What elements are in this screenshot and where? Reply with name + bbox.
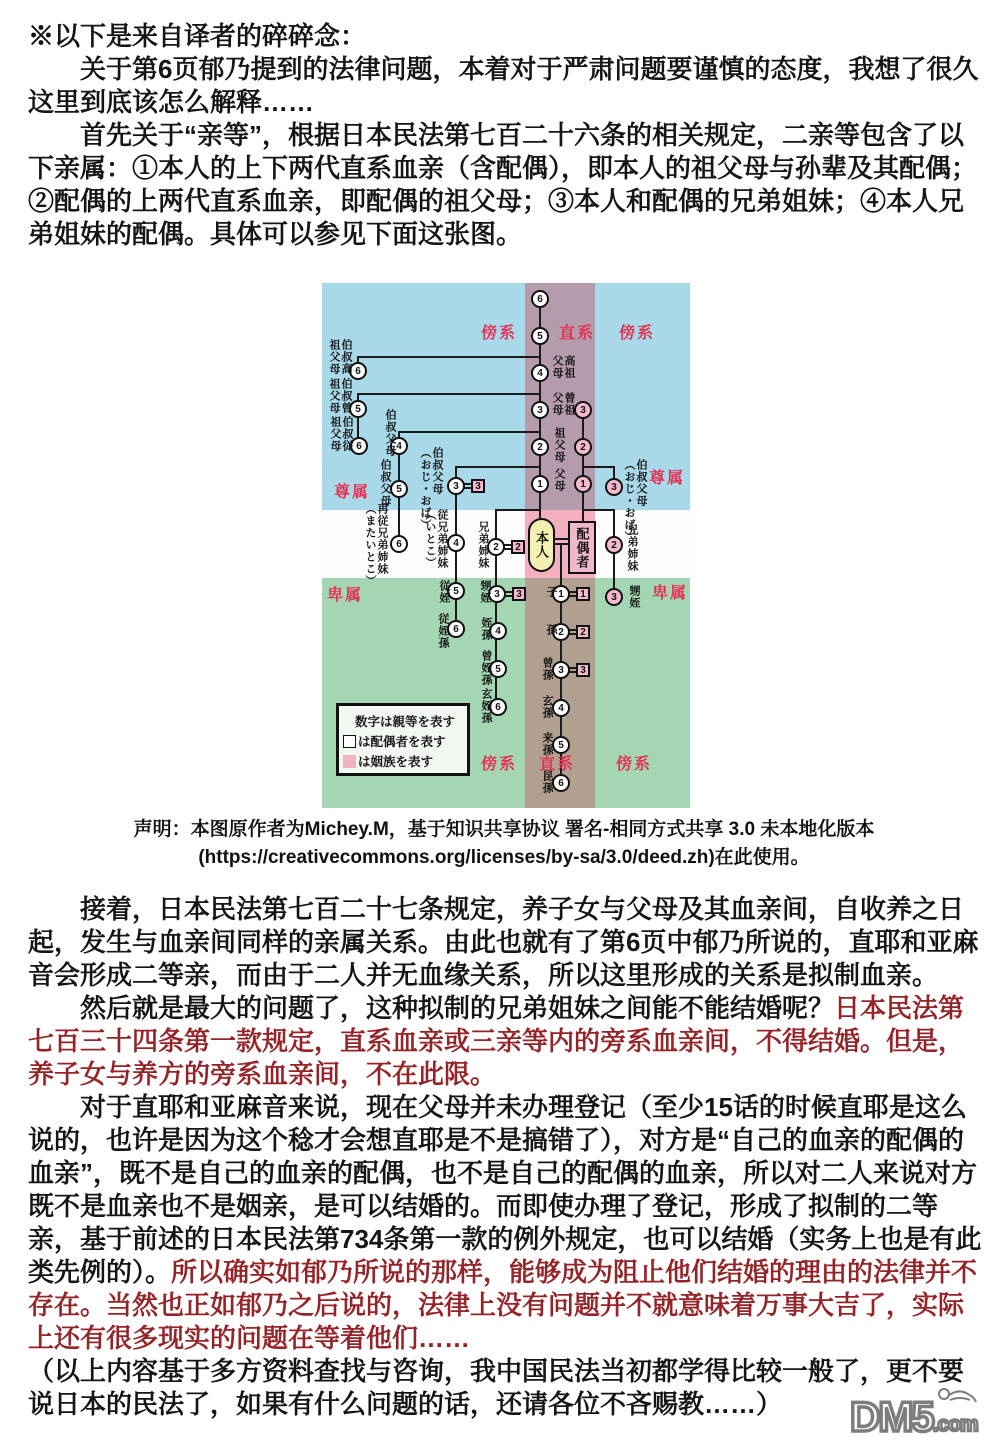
relationship-label-column: 父母 — [551, 355, 563, 379]
legend-row-inlaw — [343, 751, 463, 771]
relationship-label-lc1c — [329, 416, 353, 452]
degree-node-c4c: 4 — [489, 622, 507, 640]
relationship-label-lc4c — [480, 617, 492, 641]
relationship-label-column: 高祖 — [563, 355, 575, 379]
body-text: 首先关于“亲等”，根据日本民法第七百二十六条的相关规定，二亲等包含了以下亲属：①本人的上下两代直系血亲（含配偶），即本人的祖父母与孙辈及其配偶；②配偶的上两代直系血亲，即配偶的祖父母；③本人和配偶的兄弟姐妹；④本人兄弟姐妹的配偶。具体可以参见下面这张图。 — [28, 120, 978, 249]
degree-node-d3: 3 — [552, 661, 570, 679]
degree-node-t1: 1 — [531, 475, 549, 493]
zone-label-z-chokkei-bottom: 直系 — [539, 756, 576, 773]
degree-node-s1: 1 — [574, 475, 592, 493]
zone-label-z-sonzoku-r: 尊属 — [649, 470, 686, 487]
kinship-degree-diagram — [322, 283, 690, 808]
relationship-label-column: 祖父母 — [328, 339, 340, 375]
connector-line — [553, 538, 569, 540]
relationship-label-lt3 — [551, 392, 575, 416]
relationship-label-lc4a — [477, 521, 489, 569]
degree-node-c2c: 6 — [390, 535, 408, 553]
relationship-label-column: 父母 — [551, 392, 563, 416]
attribution-line-2: (https://creativecommons.org/licenses/by-sa/3.0/deed.zh)在此使用。 — [198, 847, 810, 868]
attribution-line-1: 声明：本图原作者为Michey.M，基于知识共享协议 署名-相同方式共享 3.0 未本地化版本 — [133, 819, 875, 840]
relationship-label-lc2a — [384, 409, 396, 457]
relationship-label-lc1b — [328, 378, 352, 414]
self-label: 本人 — [534, 531, 549, 559]
relationship-label-column: 伯叔父母 — [431, 447, 443, 495]
degree-node-d6: 6 — [552, 774, 570, 792]
body-text: 对于直耶和亚麻音来说，现在父母并未办理登记（至少15话的时候直耶是这么说的，也许是因为这个稔才会想直耶是不是搞错了），对方是“自己的血亲的配偶的血亲”，既不是自己的血亲的配偶，也不是自己的配偶的血亲，所以对二人来说对方既不是血亲也不是姻亲，是可以结婚的。而即使办理了登记，形成了拟制的二等亲，基于前述的日本民法第734条第一款的例外规定，也可以结婚（实务上也是有此类先例的）。 — [28, 1092, 982, 1287]
connector-line — [553, 543, 569, 545]
zone-label-z-bokei-bl: 傍系 — [481, 756, 518, 773]
legend-row-spouse — [343, 731, 463, 751]
zone-label-z-bokei-br: 傍系 — [616, 756, 653, 773]
degree-node-c4b: 3 — [488, 585, 506, 603]
degree-node-r3b: 3 — [605, 588, 623, 606]
degree-node-t4: 4 — [531, 364, 549, 382]
relationship-label-column: （おじ・おば） — [419, 447, 431, 531]
relationship-label-column: 従姪孫 — [437, 613, 449, 649]
zone-label-z-sonzoku-l: 尊属 — [334, 484, 371, 501]
spouse-label: 配偶者 — [574, 526, 590, 569]
relationship-label-column: 昆孫 — [541, 770, 553, 794]
connector-line — [358, 356, 540, 358]
license-attribution — [0, 816, 1008, 872]
relationship-label-column: 伯叔従 — [341, 416, 353, 452]
degree-node-c1b: 5 — [349, 400, 367, 418]
relationship-label-lc2c — [364, 503, 388, 587]
degree-node-s2: 2 — [574, 438, 592, 456]
relationship-label-column: 祖父母 — [329, 416, 341, 452]
relationship-label-column: （おじ・おば） — [623, 459, 635, 543]
relationship-label-column: 祖父母 — [553, 427, 565, 463]
relationship-label-column: 曾祖 — [563, 392, 575, 416]
degree-node-c2a: 4 — [390, 437, 408, 455]
relationship-label-lc4e — [480, 688, 492, 724]
connector-line — [582, 402, 584, 522]
degree-node-d5: 5 — [552, 736, 570, 754]
degree-node-c3c: 5 — [447, 582, 465, 600]
degree-node-c4d: 5 — [489, 660, 507, 678]
relationship-label-column: 伯叔高 — [340, 339, 352, 375]
degree-node-qd3: 3 — [576, 663, 590, 677]
paragraph — [28, 119, 986, 251]
relationship-label-column: 祖父母 — [328, 378, 340, 414]
degree-node-r2: 2 — [605, 536, 623, 554]
degree-node-t2: 2 — [531, 438, 549, 456]
zone-label-z-chokkei-top: 直系 — [559, 325, 596, 342]
body-text: ※以下是来自译者的碎碎念： — [28, 21, 367, 51]
relationship-label-column: 兄弟姉妹 — [626, 524, 638, 572]
relationship-label-lc3c — [438, 580, 450, 604]
degree-node-r3: 3 — [605, 478, 623, 496]
relationship-label-lt2 — [553, 427, 565, 463]
paragraph — [28, 1091, 986, 1355]
degree-node-qd2: 2 — [576, 625, 590, 639]
degree-node-d1: 1 — [552, 585, 570, 603]
relationship-label-lc2b — [379, 459, 391, 507]
relationship-label-column: 玄姪孫 — [480, 688, 492, 724]
relationship-label-lr2 — [626, 524, 638, 572]
paragraph — [28, 893, 986, 992]
relationship-label-lc4d — [480, 650, 492, 686]
degree-node-d2: 2 — [552, 623, 570, 641]
spouse-node — [568, 521, 596, 574]
relationship-label-column: 姪孫 — [480, 617, 492, 641]
relationship-label-column: 甥姪 — [479, 580, 491, 604]
emphasis-red-text: 所以确实如郁乃所说的那样，能够成为阻止他们结婚的理由的法律并不存在。当然也正如郁乃之后说的，法律上没有问题并不就意味着万事大吉了，实际上还有很多现实的问题在等着他们…… — [28, 1257, 978, 1353]
relationship-label-column: 玄孫 — [541, 695, 553, 719]
relationship-label-ld1 — [545, 586, 557, 598]
connector-line — [398, 431, 540, 433]
degree-node-qd1: 1 — [576, 587, 590, 601]
paragraph — [28, 992, 986, 1091]
relationship-label-column: 伯叔父母 — [384, 409, 396, 457]
relationship-label-lc3b — [424, 509, 448, 569]
relationship-label-column: 子 — [545, 586, 557, 598]
relationship-label-column: （いとこ） — [424, 509, 436, 569]
translator-note-top — [28, 20, 986, 251]
emphasis-red-text: 日本民法第七百三十四条第一款规定，直系血亲或三亲等内的旁系血亲间，不得结婚。但是，养子女与养方的旁系血亲间，不在此限。 — [28, 993, 965, 1089]
legend-text-inlaw: は姻族を表す — [358, 755, 434, 769]
degree-node-t6: 6 — [531, 290, 549, 308]
spouse-swatch-icon — [343, 735, 356, 748]
relationship-label-column: 兄弟姉妹 — [477, 521, 489, 569]
body-text: 接着，日本民法第七百二十七条规定，养子女与父母及其血亲间，自收养之日起，发生与血亲间同样的亲属关系。由此也就有了第6页中郁乃所说的，直耶和亚麻音会形成二等亲，而由于二人并无血缘关系，所以这里形成的关系是拟制血亲。 — [28, 894, 979, 990]
relationship-label-column: 曾姪孫 — [480, 650, 492, 686]
degree-node-q3a: 3 — [471, 479, 485, 493]
translator-note-bottom — [28, 893, 986, 1421]
zone-label-z-bokei-tr: 傍系 — [619, 325, 656, 342]
connector-line — [357, 393, 540, 395]
body-text: 关于第6页郁乃提到的法律问题，本着对于严肃问题要谨慎的态度，我想了很久这里到底该怎么解释…… — [28, 54, 979, 117]
degree-node-t5: 5 — [531, 327, 549, 345]
relationship-label-column: 従姪 — [438, 580, 450, 604]
paragraph — [28, 20, 986, 53]
connector-line — [583, 509, 614, 511]
zone-label-z-bokei-tl: 傍系 — [481, 325, 518, 342]
paragraph — [28, 1355, 986, 1421]
relationship-label-lt4 — [551, 355, 575, 379]
relationship-label-ld4 — [541, 695, 553, 719]
dm5-word: DM5 — [850, 1393, 933, 1440]
degree-node-c1c: 6 — [350, 437, 368, 455]
degree-node-c1a: 6 — [349, 362, 367, 380]
legend-row-degrees — [343, 711, 463, 731]
degree-node-q4a: 2 — [511, 540, 525, 554]
connector-line — [583, 466, 614, 468]
relationship-label-column: 孫 — [545, 624, 557, 636]
relationship-label-lt1 — [553, 468, 565, 492]
zone-label-z-hizoku-l: 卑属 — [327, 587, 364, 604]
paragraph — [28, 53, 986, 119]
relationship-label-lc3d — [437, 613, 449, 649]
relationship-label-column: 伯叔父母 — [635, 459, 647, 507]
relationship-label-column: （またいとこ） — [364, 503, 376, 587]
legend-box — [336, 703, 470, 776]
degree-node-t3: 3 — [531, 401, 549, 419]
relationship-label-column: 父母 — [553, 468, 565, 492]
degree-node-s3: 3 — [574, 401, 592, 419]
connector-line — [495, 509, 540, 511]
relationship-label-column: 再従兄弟姉妹 — [376, 503, 388, 575]
relationship-label-ld2 — [545, 624, 557, 636]
body-text: （以上内容基于多方资料查找与咨询，我中国民法当初都学得比较一般了，更不要说日本的民法了，如果有什么问题的话，还请各位不吝赐教……） — [28, 1356, 965, 1419]
relationship-label-lc4b — [479, 580, 491, 604]
degree-node-c4e: 6 — [489, 698, 507, 716]
relationship-label-column: 伯叔父母 — [379, 459, 391, 507]
zone-label-z-hizoku-r: 卑属 — [652, 585, 689, 602]
degree-node-d4: 4 — [552, 699, 570, 717]
relationship-label-column: 曾孫 — [541, 657, 553, 681]
degree-node-c3d: 6 — [447, 620, 465, 638]
dm5-watermark — [850, 1388, 1008, 1446]
relationship-label-ld3 — [541, 657, 553, 681]
degree-node-c4a: 2 — [487, 538, 505, 556]
degree-node-c2b: 5 — [390, 480, 408, 498]
degree-node-c3a: 3 — [447, 477, 465, 495]
legend-text-spouse: は配偶者を表す — [358, 735, 446, 749]
degree-node-c3b: 4 — [447, 534, 465, 552]
relationship-label-column: 甥姪 — [628, 585, 640, 609]
relationship-label-lc1a — [328, 339, 352, 375]
legend-text-degrees: 数字は親等を表す — [355, 715, 456, 729]
connector-line — [455, 466, 540, 468]
relationship-label-column: 来孫 — [541, 732, 553, 756]
relationship-label-column: 伯叔曾 — [340, 378, 352, 414]
dm5-rider-icon — [934, 1384, 980, 1412]
relationship-label-lr3b — [628, 585, 640, 609]
self-node — [528, 518, 555, 572]
inlaw-swatch-icon — [343, 755, 356, 768]
degree-node-q4b: 3 — [512, 587, 526, 601]
relationship-label-column: 従兄弟姉妹 — [436, 509, 448, 569]
body-text: 然后就是最大的问题了，这种拟制的兄弟姐妹之间能不能结婚呢？ — [80, 993, 835, 1023]
dm5-suffix: .com — [932, 1413, 978, 1436]
